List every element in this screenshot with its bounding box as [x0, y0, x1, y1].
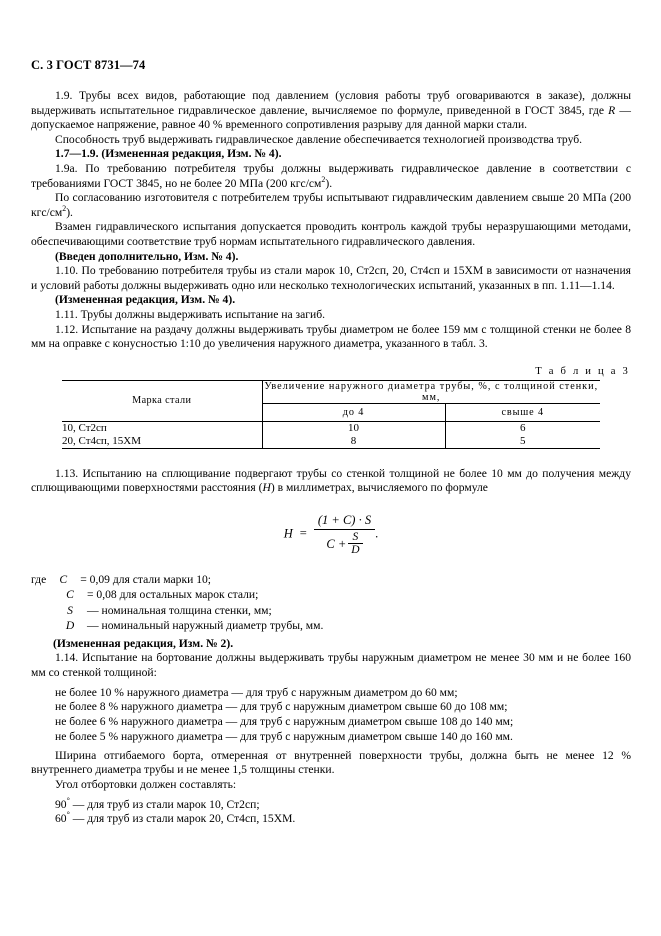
- angle-value-1: 90: [55, 797, 67, 811]
- grade-value-2: 20, Ст4сп, 15ХМ: [62, 434, 141, 447]
- over4-value-1: 6: [520, 421, 526, 434]
- formula-numerator: (1 + C) · S: [314, 513, 375, 530]
- formula-lhs: H: [283, 526, 293, 541]
- upto4-value-1: 10: [348, 421, 359, 434]
- angle-text-1: — для труб из стали марок 10, Ст2сп;: [69, 797, 260, 811]
- definition-row-1: [31, 572, 631, 588]
- definition-text-2: = 0,08 для остальных марок стали;: [87, 588, 259, 602]
- formula-inner-fraction: [348, 531, 362, 556]
- flanging-list: [31, 686, 631, 745]
- paragraph-1-11: 1.11. Трубы должны выдерживать испытание на загиб.: [55, 307, 326, 321]
- paragraph-1-9a: 1.9а. По требованию потребителя трубы должны выдерживать гидравлическое давление в соответствии с требованиями ГОСТ 3845, но не более 20 МПа (200 кгс/$см^2$).: [31, 161, 631, 190]
- note-revised-4: (Измененная редакция, Изм. № 4).: [55, 293, 236, 307]
- degree-icon-1: °: [66, 795, 70, 805]
- formula-denominator: [314, 530, 375, 556]
- note-introduced: (Введен дополнительно, Изм. № 4).: [55, 249, 239, 263]
- formula-den-left: C +: [326, 537, 347, 552]
- formula-inner-num: S: [348, 531, 362, 544]
- paragraph-angle-intro: Угол отбортовки должен составлять:: [55, 778, 237, 792]
- cell-grades: [62, 421, 262, 448]
- header-cell-grade: Марка стали: [62, 380, 262, 421]
- grade-value-1: 10, Ст2сп: [62, 421, 107, 434]
- formula-fraction: [314, 513, 375, 556]
- paragraph-1-10: 1.10. По требованию потребителя трубы из стали марок 10, Ст2сп, 20, Ст4сп и 15ХМ в зависимости от назначения и условий работы должны выдерживать одно или несколько технологических испытаний, указанных в пп. 1.11—1.14.: [31, 264, 631, 292]
- degree-icon-2: °: [66, 810, 70, 820]
- formula-H: [31, 513, 631, 556]
- paragraph-1-9a-b: По согласованию изготовителя с потребителем трубы испытывают гидравлическим давлением свыше 20 МПа (200 кгс/$см^2$).: [31, 191, 631, 219]
- definition-text-4: — номинальный наружный диаметр трубы, мм.: [87, 619, 324, 633]
- flanging-item-4: не более 5 % наружного диаметра — для труб с наружным диаметром свыше 140 до 160 мм.: [55, 730, 513, 744]
- angle-value-2: 60: [55, 812, 67, 826]
- paragraph-1-9: [31, 89, 631, 133]
- note-1-7-1-9: 1.7—1.9. (Измененная редакция, Изм. № 4).: [55, 147, 282, 161]
- angle-item-2: [31, 812, 631, 827]
- definition-symbol-3: S: [67, 603, 73, 617]
- where-label: где: [31, 572, 47, 586]
- paragraph-1-14: 1.14. Испытание на бортование должны выдерживать трубы наружным диаметром не менее 30 мм и не более 160 мм со стенкой толщиной:: [31, 651, 631, 680]
- note-revised-2: (Измененная редакция, Изм. № 2).: [53, 636, 234, 650]
- table-header-row: [62, 380, 600, 403]
- formula-inner-den: D: [351, 543, 360, 556]
- page-content: [31, 58, 631, 827]
- upto4-value-2: 8: [350, 434, 357, 447]
- formula-definitions: [31, 572, 631, 634]
- flanging-item-1: не более 10 % наружного диаметра — для труб с наружным диаметром до 60 мм;: [55, 685, 458, 699]
- flanging-item-2: не более 8 % наружного диаметра — для труб с наружным диаметром свыше 60 до 108 мм;: [55, 700, 508, 714]
- table-3-wrapper: [62, 380, 600, 449]
- over4-value-2: 5: [520, 434, 526, 447]
- definition-row-2: [31, 587, 631, 603]
- paragraph-1-9a-c: Взамен гидравлического испытания допускается проводить контроль каждой трубы неразрушающими методами, обеспечивающими соответствие труб нормам испытательного гидравлического давления.: [31, 220, 631, 248]
- angle-item-1: [31, 795, 631, 813]
- formula-equals: =: [299, 526, 307, 541]
- formula-trailing-period: .: [375, 526, 379, 541]
- table-body-row: [62, 421, 600, 448]
- flanging-item-3: не более 6 % наружного диаметра — для труб с наружным диаметром свыше 108 до 140 мм;: [55, 715, 514, 729]
- paragraph-1-13: [31, 467, 631, 496]
- definition-symbol-4: D: [65, 619, 75, 633]
- definition-row-4: [31, 618, 631, 634]
- paragraph-flange-width: Ширина отгибаемого борта, отмеренная от внутренней поверхности трубы, должна быть не менее 12 % внутреннего диаметра трубы и не менее 1,5 толщины стенки.: [31, 748, 631, 777]
- angle-text-2: — для труб из стали марок 20, Ст4сп, 15ХМ.: [69, 812, 296, 826]
- paragraph-1-13-text: 1.13. Испытанию на сплющивание подвергают трубы со стенкой толщиной не более 10 мм до получения между сплющивающими поверхностями расстояния (H) в миллиметрах, вычисляемого по формуле: [31, 466, 631, 495]
- paragraph-1-12: 1.12. Испытание на раздачу должны выдерживать трубы диаметром не более 159 мм с толщиной стенки не более 8 мм на оправке с конусностью 1:10 до увеличения наружного диаметра, указанного в табл. 3.: [31, 322, 631, 351]
- cell-over4: [445, 421, 600, 448]
- definition-row-3: [31, 603, 631, 619]
- definition-text-3: — номинальная толщина стенки, мм;: [87, 603, 272, 617]
- cell-upto4: [262, 421, 445, 448]
- formula-expression: [284, 513, 378, 556]
- definition-symbol-2: C: [66, 588, 74, 602]
- paragraph-1-9-b: Способность труб выдерживать гидравлическое давление обеспечивается технологией производства труб.: [55, 132, 583, 146]
- page-header: С. 3 ГОСТ 8731—74: [31, 58, 146, 72]
- header-cell-increase: Увеличение наружного диаметра трубы, %, с толщиной стенки, мм,: [262, 380, 600, 403]
- subheader-cell-upto4: до 4: [262, 403, 445, 421]
- table-caption: Т а б л и ц а 3: [535, 365, 630, 377]
- paragraph-1-9-text: 1.9. Трубы всех видов, работающие под давлением (условия работы труб оговариваются в заказе), должны выдерживать испытательное гидравлическое давление, вычисляемое по формуле, приведенной в ГОСТ 3845, где R — допускаемое напряжение, равное 40 % временного сопротивления разрыву для данной марки стали.: [31, 89, 631, 132]
- definition-symbol-1: C: [59, 572, 68, 586]
- angle-list: [31, 795, 631, 828]
- table-3: [62, 380, 600, 449]
- subheader-cell-over4: свыше 4: [445, 403, 600, 421]
- definition-text-1: = 0,09 для стали марки 10;: [80, 572, 212, 586]
